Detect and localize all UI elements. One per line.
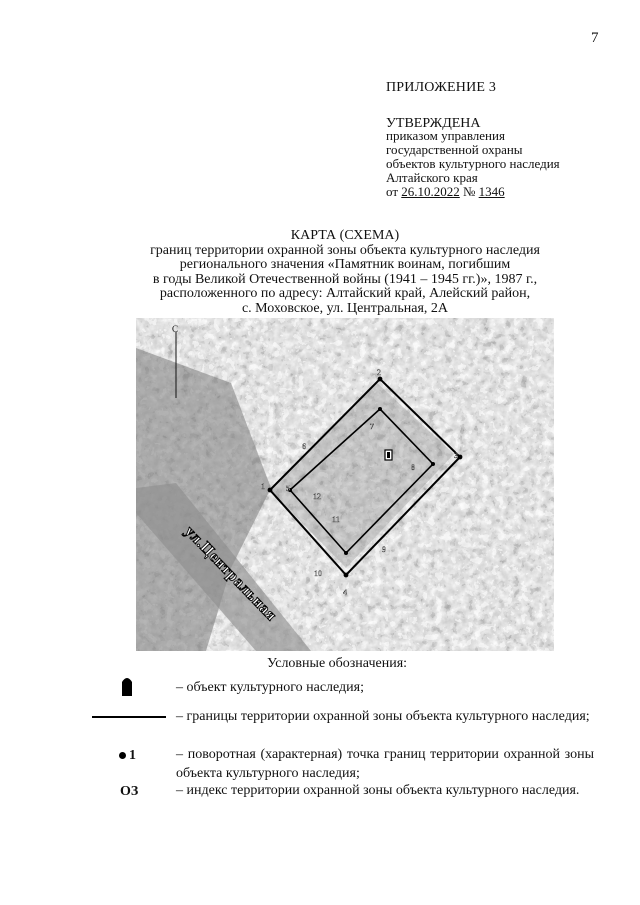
legend-item-turning-point: – поворотная (характерная) точка границ территории охранной зоны объекта культурного наследия; xyxy=(176,747,594,781)
point-8 xyxy=(344,551,348,555)
point-label: 8 xyxy=(411,463,415,472)
point-label: 2 xyxy=(377,368,381,377)
aerial-map xyxy=(136,318,554,651)
legend-title: Условные обозначения: xyxy=(267,656,408,671)
point-label: 11 xyxy=(332,515,340,524)
point-label: 10 xyxy=(314,569,322,578)
point-label: 1 xyxy=(261,482,265,491)
approval-block xyxy=(386,129,560,199)
point-symbol-number: 1 xyxy=(129,748,136,763)
point-7 xyxy=(431,462,435,466)
point-label: 5 xyxy=(286,484,290,493)
point-label: 3 xyxy=(454,451,458,460)
point-label: 12 xyxy=(313,492,321,501)
point-6 xyxy=(378,407,382,411)
appendix-label: ПРИЛОЖЕНИЕ 3 xyxy=(386,80,497,95)
turning-point-symbol xyxy=(119,748,136,764)
map-title-line: расположенного по адресу: Алтайский край, Алейский район, xyxy=(159,286,531,301)
legend-item-monument: – объект культурного наследия; xyxy=(176,680,364,695)
monument-symbol-icon xyxy=(121,676,133,696)
boundary-line-symbol xyxy=(92,716,166,718)
point-label: 9 xyxy=(382,545,386,554)
north-label: С xyxy=(172,324,179,334)
point-label: 4 xyxy=(343,588,347,597)
order-line xyxy=(386,185,560,199)
legend-item-zone-index: – индекс территории охранной зоны объекта культурного наследия. xyxy=(176,783,580,798)
zone-index-symbol: ОЗ xyxy=(120,784,139,799)
order-number-sign: № xyxy=(459,184,479,199)
point-2 xyxy=(378,377,383,382)
point-1 xyxy=(268,488,273,493)
map-title-line: регионального значения «Памятник воинам, погибшим xyxy=(179,257,511,272)
map-title-line: с. Моховское, ул. Центральная, 2А xyxy=(241,300,449,316)
order-number: 1346 xyxy=(478,184,505,199)
approval-line: государственной охраны xyxy=(386,142,523,157)
point-label: 7 xyxy=(370,422,374,431)
map-title-line: границ территории охранной зоны объекта культурного наследия xyxy=(150,242,540,258)
approval-line: объектов культурного наследия xyxy=(386,156,560,171)
approved-label: УТВЕРЖДЕНА xyxy=(386,116,481,131)
approval-line: Алтайского края xyxy=(386,170,478,185)
street-label: ул.Центральная xyxy=(181,522,281,625)
map-heading: КАРТА (СХЕМА) xyxy=(290,228,400,243)
point-dot-icon xyxy=(119,752,126,759)
order-date: 26.10.2022 xyxy=(401,184,460,199)
monument-marker xyxy=(385,450,392,460)
map-title-block xyxy=(110,229,580,316)
approval-line: приказом управления xyxy=(386,128,505,143)
map-title-line: в годы Великой Отечественной войны (1941 – 1945 гг.)», 1987 г., xyxy=(152,271,538,287)
order-prefix: от xyxy=(386,184,402,199)
page-number: 7 xyxy=(591,30,599,46)
point-3 xyxy=(458,455,463,460)
legend-item-boundary: – границы территории охранной зоны объекта культурного наследия; xyxy=(176,709,590,724)
point-4 xyxy=(344,573,349,578)
point-label: 6 xyxy=(302,442,306,451)
